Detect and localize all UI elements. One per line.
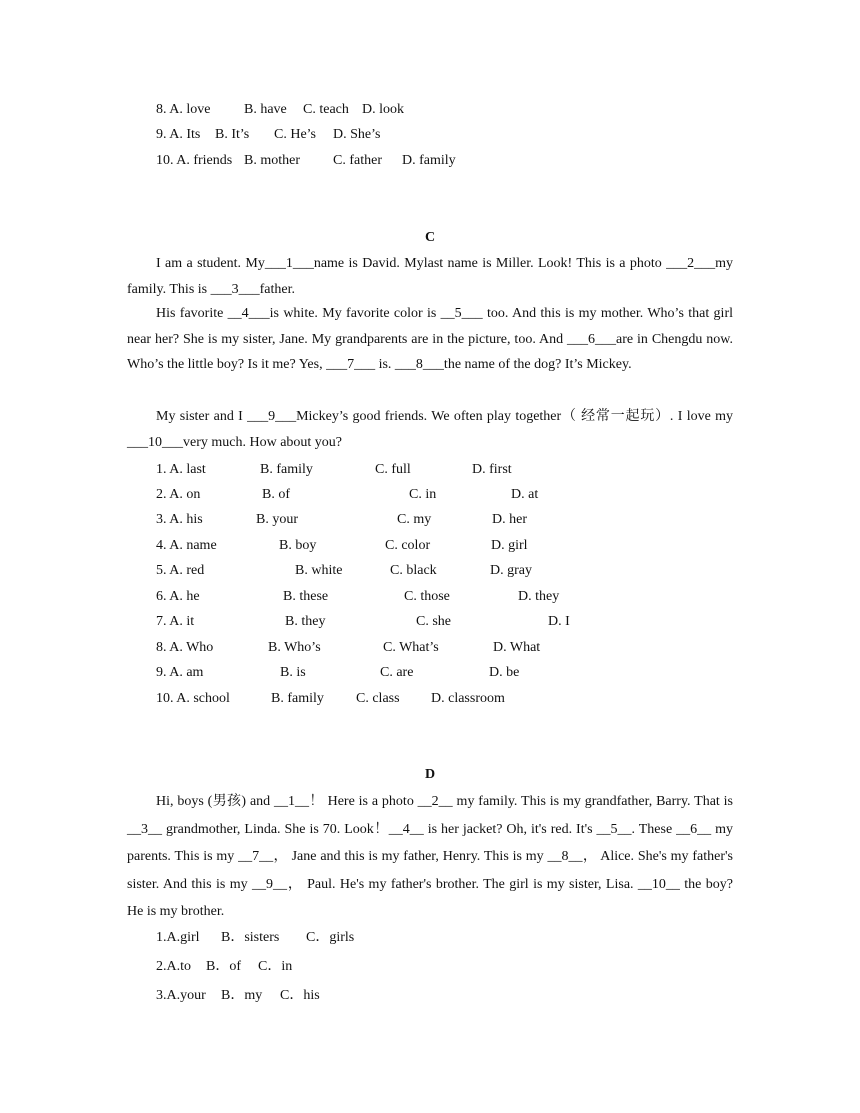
option-a: 8. A. Who: [156, 640, 214, 655]
option-a: 3. A. his: [156, 512, 203, 527]
option-c: C．his: [280, 988, 320, 1003]
option-d: D. first: [472, 462, 512, 477]
option-d: D. look: [362, 102, 404, 117]
option-c: C. in: [409, 487, 437, 502]
option-a: 3.A.your: [156, 988, 206, 1003]
option-a: 9. A. am: [156, 665, 204, 680]
option-c: C. she: [416, 614, 451, 629]
option-a: 10. A. school: [156, 691, 230, 706]
option-a: 8. A. love: [156, 102, 211, 117]
option-a: 5. A. red: [156, 563, 205, 578]
option-c: C．girls: [306, 930, 355, 945]
option-c: C. those: [404, 589, 450, 604]
section-c-paragraph-3: My sister and I ___9___Mickey’s good friends. We often play together（ 经常一起玩）. I love my ___10___very much. How about you?: [127, 409, 733, 450]
option-a: 7. A. it: [156, 614, 195, 629]
option-b: B. these: [283, 589, 329, 604]
option-b: B. mother: [244, 153, 300, 168]
option-a: 6. A. he: [156, 589, 200, 604]
section-c-paragraph-1: I am a student. My___1___name is David. Mylast name is Miller. Look! This is a photo ___2___my family. This is ___3___father.: [127, 256, 733, 297]
option-a: 2.A.to: [156, 959, 191, 974]
option-a: 10. A. friends: [156, 153, 233, 168]
option-d: D. What: [493, 640, 541, 655]
option-d: D. family: [402, 153, 456, 168]
section-d-paragraph: Hi, boys (男孩) and __1__！ Here is a photo __2__ my family. This is my grandfather, Barry. That is __3__ grandmother, Linda. She is 70. Look！__4__ is her jacket? Oh, it's red. It's __5__. These __6__ my parents. This is my __7__， Jane and this is my father, Henry. This is my __8__， Alice. She's my father's sister. And this is my __9__， Paul. He's my father's brother. The girl is my sister, Lisa. __10__ the boy? He is my brother.: [127, 794, 733, 920]
option-b: B. white: [295, 563, 343, 578]
option-d: D. She’s: [333, 127, 381, 142]
option-d: D. classroom: [431, 691, 505, 706]
option-b: B．of: [206, 959, 241, 974]
option-a: 2. A. on: [156, 487, 201, 502]
option-b: B. of: [262, 487, 290, 502]
option-c: C. He’s: [274, 127, 316, 142]
option-c: C. are: [380, 665, 414, 680]
section-d-heading: D: [424, 767, 436, 782]
option-d: D. they: [518, 589, 560, 604]
option-c: C．in: [258, 959, 293, 974]
option-a: 1. A. last: [156, 462, 206, 477]
option-c: C. color: [385, 538, 431, 553]
option-a: 9. A. Its: [156, 127, 201, 142]
option-a: 4. A. name: [156, 538, 217, 553]
section-c-paragraph-2: His favorite __4___is white. My favorite color is __5___ too. And this is my mother. Who’s that girl near her? She is my sister, Jane. My grandparents are in the picture, too. And ___6___are in Chengdu now. Who’s the little boy? Is it me? Yes, ___7___ is. ___8___the name of the dog? It’s Mickey.: [127, 306, 733, 372]
option-d: D. her: [492, 512, 527, 527]
option-c: C. teach: [303, 102, 349, 117]
option-b: B. It’s: [215, 127, 250, 142]
option-b: B. they: [285, 614, 326, 629]
option-a: 1.A.girl: [156, 930, 200, 945]
option-b: B. is: [280, 665, 306, 680]
option-d: D. gray: [490, 563, 532, 578]
option-b: B. boy: [279, 538, 317, 553]
option-d: D. at: [511, 487, 539, 502]
option-c: C. full: [375, 462, 411, 477]
option-b: B. your: [256, 512, 298, 527]
option-b: B. family: [260, 462, 313, 477]
option-c: C. my: [397, 512, 432, 527]
option-c: C. What’s: [383, 640, 439, 655]
option-d: D. I: [548, 614, 570, 629]
option-b: B．sisters: [221, 930, 280, 945]
option-b: B. Who’s: [268, 640, 321, 655]
option-b: B. have: [244, 102, 287, 117]
option-b: B. family: [271, 691, 324, 706]
option-b: B．my: [221, 988, 263, 1003]
section-c-heading: C: [424, 230, 436, 245]
option-c: C. class: [356, 691, 400, 706]
option-d: D. girl: [491, 538, 528, 553]
option-c: C. father: [333, 153, 382, 168]
option-c: C. black: [390, 563, 437, 578]
option-d: D. be: [489, 665, 520, 680]
